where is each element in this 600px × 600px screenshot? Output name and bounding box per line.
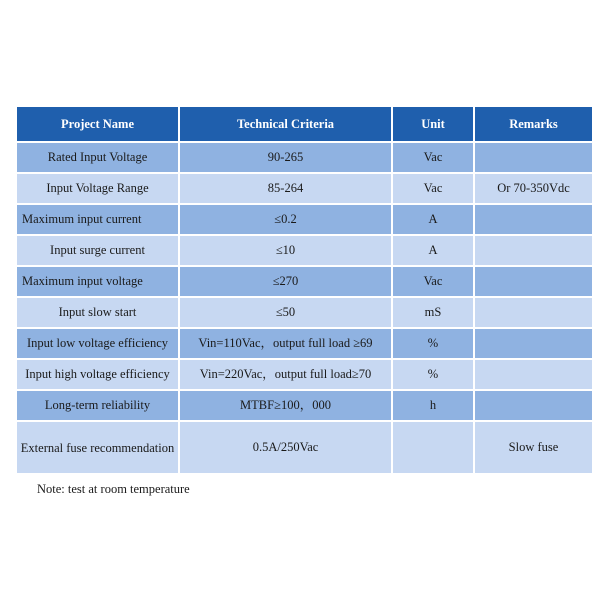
remarks-cell xyxy=(475,298,592,327)
unit-cell: % xyxy=(393,360,473,389)
project-name-cell: Input high voltage efficiency xyxy=(17,360,178,389)
criteria-cell: ≤50 xyxy=(180,298,391,327)
remarks-cell: Or 70-350Vdc xyxy=(475,174,592,203)
project-name-cell: Input surge current xyxy=(17,236,178,265)
unit-cell: Vac xyxy=(393,174,473,203)
criteria-cell: ≤0.2 xyxy=(180,205,391,234)
project-name-cell: Long-term reliability xyxy=(17,391,178,420)
project-name-cell: Maximum input voltage xyxy=(17,267,178,296)
table-row xyxy=(17,267,592,296)
header-technical-criteria: Technical Criteria xyxy=(180,107,391,141)
criteria-cell: ≤270 xyxy=(180,267,391,296)
criteria-cell: 85-264 xyxy=(180,174,391,203)
header-project-name: Project Name xyxy=(17,107,178,141)
remarks-cell xyxy=(475,267,592,296)
unit-cell: Vac xyxy=(393,143,473,172)
criteria-cell: MTBF≥100，000 xyxy=(180,391,391,420)
project-name-cell: Input Voltage Range xyxy=(17,174,178,203)
spec-table xyxy=(15,105,594,475)
unit-cell xyxy=(393,422,473,473)
unit-cell: A xyxy=(393,205,473,234)
header-remarks: Remarks xyxy=(475,107,592,141)
unit-cell: % xyxy=(393,329,473,358)
criteria-cell: 90-265 xyxy=(180,143,391,172)
project-name-cell: External fuse recommendation xyxy=(17,422,178,473)
criteria-cell: Vin=110Vac，output full load ≥69 xyxy=(180,329,391,358)
unit-cell: mS xyxy=(393,298,473,327)
criteria-cell: ≤10 xyxy=(180,236,391,265)
table-row xyxy=(17,360,592,389)
header-unit: Unit xyxy=(393,107,473,141)
unit-cell: A xyxy=(393,236,473,265)
remarks-cell xyxy=(475,360,592,389)
table-row xyxy=(17,422,592,473)
table-row xyxy=(17,143,592,172)
table-row xyxy=(17,391,592,420)
remarks-cell: Slow fuse xyxy=(475,422,592,473)
table-row xyxy=(17,329,592,358)
unit-cell: Vac xyxy=(393,267,473,296)
remarks-cell xyxy=(475,391,592,420)
remarks-cell xyxy=(475,236,592,265)
remarks-cell xyxy=(475,205,592,234)
criteria-cell: 0.5A/250Vac xyxy=(180,422,391,473)
project-name-cell: Input slow start xyxy=(17,298,178,327)
project-name-cell: Rated Input Voltage xyxy=(17,143,178,172)
table-row xyxy=(17,205,592,234)
remarks-cell xyxy=(475,329,592,358)
remarks-cell xyxy=(475,143,592,172)
project-name-cell: Input low voltage efficiency xyxy=(17,329,178,358)
unit-cell: h xyxy=(393,391,473,420)
table-note: Note: test at room temperature xyxy=(37,482,190,496)
header-row xyxy=(17,107,592,141)
table-row xyxy=(17,298,592,327)
table-row xyxy=(17,174,592,203)
project-name-cell: Maximum input current xyxy=(17,205,178,234)
criteria-cell: Vin=220Vac，output full load≥70 xyxy=(180,360,391,389)
table-row xyxy=(17,236,592,265)
